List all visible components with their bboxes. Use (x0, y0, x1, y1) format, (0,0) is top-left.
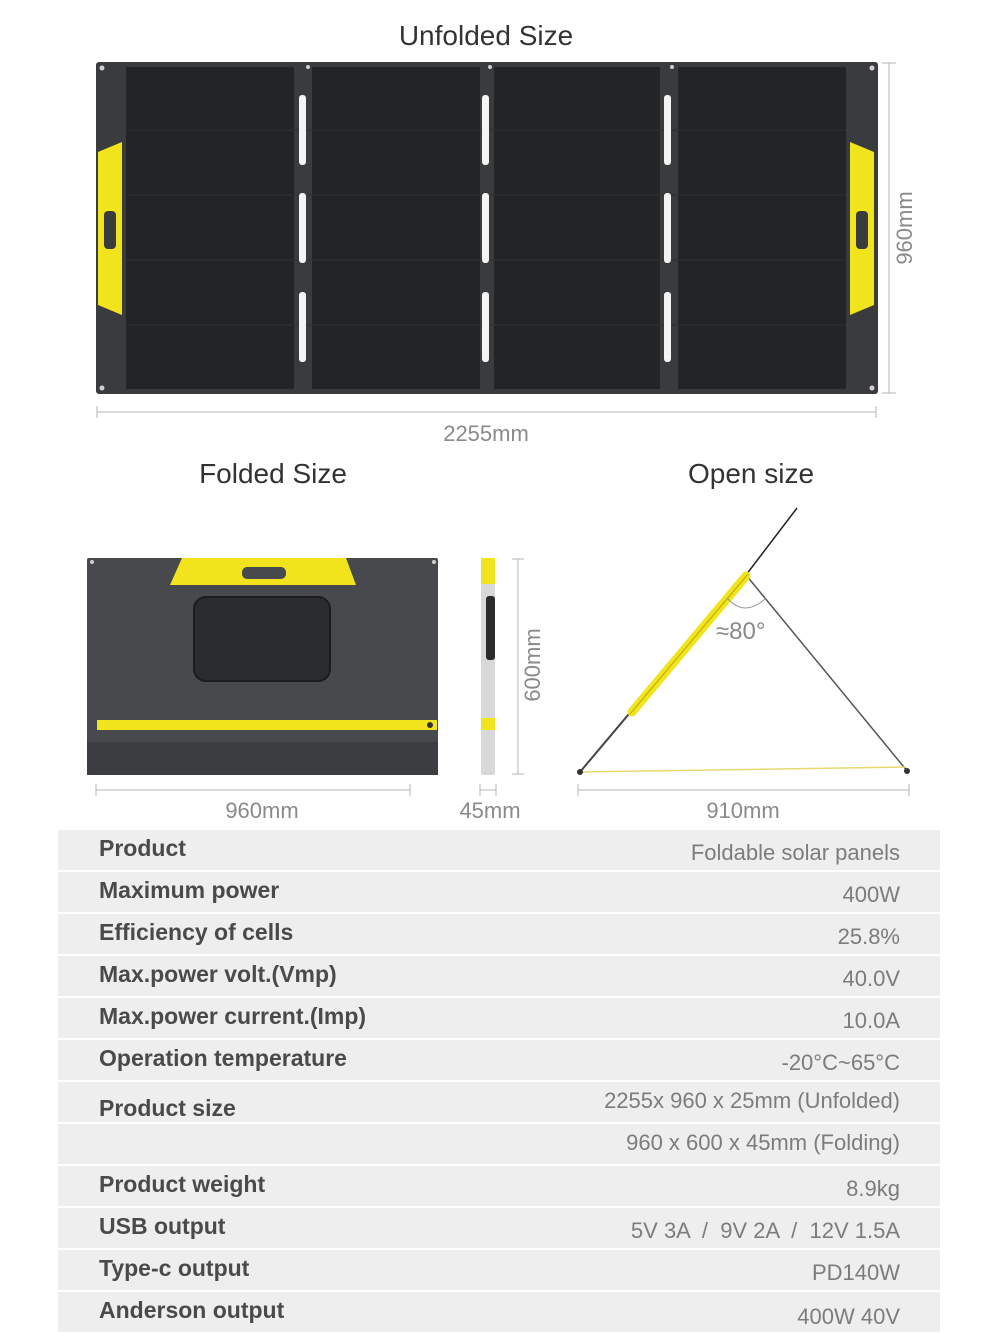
spec-label: Max.power volt.(Vmp) (99, 961, 337, 987)
spec-value: 400W 40V (797, 1304, 900, 1329)
spec-value: 8.9kg (846, 1176, 900, 1201)
unfolded-panel-illustration (0, 0, 1000, 450)
folded-size-heading: Folded Size (199, 458, 347, 489)
spec-row-type-c-output (58, 1250, 940, 1290)
spec-label: Max.power current.(Imp) (99, 1003, 367, 1029)
unfolded-width-label: 2255mm (443, 421, 529, 446)
folded-thickness-label: 45mm (459, 798, 521, 823)
spec-label: Efficiency of cells (99, 919, 294, 945)
spec-value: -20°C~65°C (781, 1050, 900, 1075)
spec-row-imp (58, 998, 940, 1038)
spec-value: 40.0V (842, 966, 900, 991)
folded-panel-illustration (0, 540, 560, 800)
spec-label: Maximum power (99, 877, 280, 903)
spec-label: Product size (99, 1095, 236, 1121)
folded-height-label: 600mm (520, 628, 545, 702)
folded-width-label: 960mm (225, 798, 299, 823)
spec-value: 5V 3A / 9V 2A / 12V 1.5A (630, 1218, 900, 1243)
spec-label: Product (99, 835, 186, 861)
open-width-label: 910mm (706, 798, 780, 823)
spec-row-maximum-power (58, 872, 940, 912)
spec-row-anderson-output (58, 1292, 940, 1332)
spec-row-operation-temperature (58, 1040, 940, 1080)
spec-value: 10.0A (842, 1008, 900, 1033)
spec-value: PD140W (811, 1260, 900, 1285)
spec-row-product-size (58, 1082, 940, 1122)
open-panel-illustration (560, 500, 940, 810)
spec-value: 960 x 600 x 45mm (Folding) (626, 1130, 900, 1155)
spec-label: Product weight (99, 1171, 266, 1197)
open-angle-label: ≈80° (716, 618, 766, 645)
unfolded-height-label: 960mm (892, 191, 917, 265)
spec-label: Anderson output (99, 1297, 285, 1323)
spec-value: Foldable solar panels (690, 840, 900, 865)
spec-value: 25.8% (837, 924, 900, 949)
unfolded-size-heading: Unfolded Size (398, 20, 574, 51)
spec-label: Operation temperature (99, 1045, 347, 1071)
open-size-heading: Open size (687, 458, 815, 489)
spec-row-efficiency (58, 914, 940, 954)
spec-row-vmp (58, 956, 940, 996)
spec-row-usb-output (58, 1208, 940, 1248)
spec-value: 2255x 960 x 25mm (Unfolded) (604, 1088, 900, 1113)
spec-value: 400W (842, 882, 900, 907)
spec-row-product-size-folding (58, 1124, 940, 1164)
spec-label: Type-c output (99, 1255, 250, 1281)
spec-table (58, 830, 940, 1334)
spec-row-product (58, 830, 940, 870)
spec-row-product-weight (58, 1166, 940, 1206)
spec-label: USB output (99, 1213, 226, 1239)
